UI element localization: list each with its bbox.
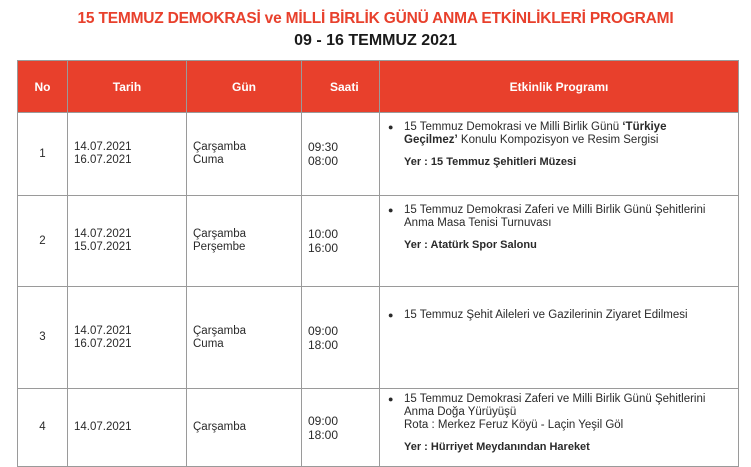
bullet-icon: ●: [388, 122, 394, 132]
date-value: 14.07.2021: [74, 421, 132, 433]
row-program: [380, 287, 739, 389]
time-value: 08:00: [308, 154, 339, 168]
row-number: 2: [18, 196, 68, 287]
route-text: Rota : Merkez Feruz Köyü - Laçin Yeşil Göl: [404, 419, 624, 431]
row-days: [187, 196, 302, 287]
date-value: 14.07.2021: [74, 228, 132, 240]
day-value: Çarşamba: [193, 141, 247, 153]
row-number: 3: [18, 287, 68, 389]
time-value: 16:00: [308, 241, 339, 255]
time-value: 18:00: [308, 337, 339, 352]
day-value: Çarşamba: [193, 324, 247, 337]
day-value: Cuma: [193, 337, 224, 350]
row-days: [187, 113, 302, 196]
table-row: [18, 113, 739, 196]
row-days: [187, 287, 302, 389]
location-text: Yer : Atatürk Spor Salonu: [404, 239, 537, 251]
date-value: 14.07.2021: [74, 324, 132, 337]
day-value: Cuma: [193, 154, 224, 166]
program-text: 15 Temmuz Demokrasi ve Milli Birlik Günü ‘Türkiye: [404, 121, 667, 133]
row-dates: [68, 287, 187, 389]
bullet-icon: ●: [388, 394, 394, 404]
column-header-program: Etkinlik Programı: [380, 61, 739, 113]
row-times: [302, 389, 380, 467]
row-number: 4: [18, 389, 68, 467]
row-program: [380, 196, 739, 287]
row-program: [380, 389, 739, 467]
program-text: 15 Temmuz Şehit Aileleri ve Gazilerinin Ziyaret Edilmesi: [404, 309, 688, 321]
program-table: [17, 60, 739, 467]
program-text: 15 Temmuz Demokrasi Zaferi ve Milli Birlik Günü Şehitlerini: [404, 393, 706, 405]
row-dates: [68, 196, 187, 287]
row-times: [302, 113, 380, 196]
date-value: 16.07.2021: [74, 337, 132, 350]
row-days: [187, 389, 302, 467]
row-times: [302, 287, 380, 389]
time-value: 09:00: [308, 323, 339, 338]
time-value: 18:00: [308, 427, 339, 442]
row-program: [380, 113, 739, 196]
table-header-row: [18, 61, 739, 113]
column-header-date: Tarih: [68, 61, 187, 113]
row-number: 1: [18, 113, 68, 196]
program-text: Geçilmez’ Konulu Kompozisyon ve Resim Sergisi: [404, 134, 659, 146]
day-value: Perşembe: [193, 241, 246, 253]
day-value: Çarşamba: [193, 421, 247, 433]
date-value: 15.07.2021: [74, 241, 132, 253]
row-dates: [68, 389, 187, 467]
document-title: 15 TEMMUZ DEMOKRASİ ve MİLLİ BİRLİK GÜNÜ ANMA ETKİNLİKLERİ PROGRAMI: [77, 10, 674, 27]
time-value: 10:00: [308, 227, 339, 241]
table-row: [18, 389, 739, 467]
column-header-day: Gün: [187, 61, 302, 113]
location-text: Yer : Hürriyet Meydanından Hareket: [404, 441, 590, 453]
bullet-icon: ●: [388, 205, 394, 215]
program-text: 15 Temmuz Demokrasi Zaferi ve Milli Birlik Günü Şehitlerini: [404, 204, 706, 216]
table-row: [18, 287, 739, 389]
bullet-icon: ●: [388, 310, 394, 320]
date-range: 09 - 16 TEMMUZ 2021: [294, 32, 457, 49]
date-value: 16.07.2021: [74, 154, 132, 166]
column-header-no: No: [18, 61, 68, 113]
day-value: Çarşamba: [193, 228, 247, 240]
program-text: Anma Masa Tenisi Turnuvası: [404, 217, 552, 229]
program-text: Anma Doğa Yürüyüşü: [404, 406, 517, 418]
location-text: Yer : 15 Temmuz Şehitleri Müzesi: [404, 156, 577, 168]
row-times: [302, 196, 380, 287]
column-header-time: Saati: [302, 61, 380, 113]
time-value: 09:00: [308, 413, 339, 428]
table-row: [18, 196, 739, 287]
date-value: 14.07.2021: [74, 141, 132, 153]
row-dates: [68, 113, 187, 196]
time-value: 09:30: [308, 140, 339, 154]
